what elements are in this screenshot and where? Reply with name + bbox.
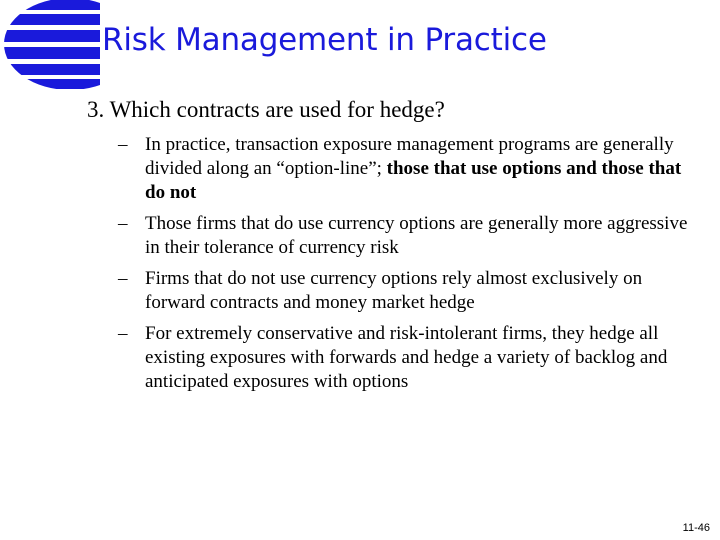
page-title: Risk Management in Practice [102, 22, 547, 58]
bullet-text: Those firms that do use currency options are generally more aggressive in their tolerance of currency risk [145, 213, 688, 258]
page-number: 11-46 [682, 522, 710, 534]
bullet-list [118, 133, 688, 401]
question-heading: 3. Which contracts are used for hedge? [87, 97, 445, 122]
bullet-item-conservative-firms [118, 322, 688, 394]
bullet-dash: – [118, 268, 128, 289]
bullet-item-non-option-users [118, 267, 688, 315]
bullet-emphasis: those that use options and those that do not [145, 158, 682, 203]
bullet-dash: – [118, 323, 128, 344]
bullet-dash: – [118, 213, 128, 234]
bullet-text: For extremely conservative and risk-intolerant firms, they hedge all existing exposures with forwards and hedge a variety of backlog and anticipated exposures with options [145, 323, 668, 392]
bullet-text: In practice, transaction exposure management programs are generally divided along an “option-line”; [145, 134, 674, 179]
bullet-dash: – [118, 134, 128, 155]
bullet-text: Firms that do not use currency options rely almost exclusively on forward contracts and money market hedge [145, 268, 643, 313]
bullet-item-option-line [118, 133, 688, 205]
striped-globe-logo-icon [0, 0, 100, 96]
bullet-item-currency-options-users [118, 212, 688, 260]
